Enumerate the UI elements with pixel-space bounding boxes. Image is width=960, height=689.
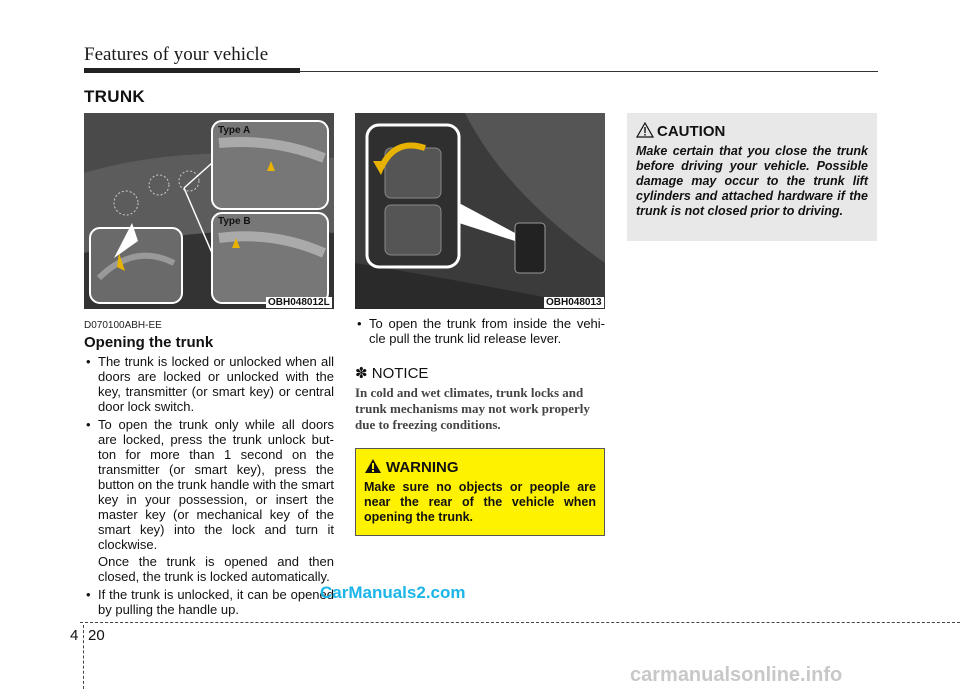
list-item: • If the trunk is unlocked, it can be opened by pulling the handle up. — [84, 587, 334, 617]
caution-box — [627, 113, 877, 241]
watermark-top: CarManuals2.com — [320, 583, 466, 602]
figure-code-left: OBH048012L — [268, 297, 330, 308]
figure-code-middle: OBH048013 — [546, 297, 602, 308]
warning-box — [355, 448, 605, 536]
bullet-continuation: Once the trunk is opened and then closed, the trunk is locked automatically. — [98, 554, 334, 584]
middle-bullet-list — [355, 316, 605, 346]
list-item: • To open the trunk from inside the vehi-cle pull the trunk lid release lever. — [355, 316, 605, 346]
caution-title: CAUTION — [657, 123, 726, 140]
footer-divider — [83, 625, 84, 689]
figure-label-type-b: Type B — [218, 216, 251, 227]
caution-body: Make certain that you close the trunk before driving your vehicle. Possible damage may occur to the trunk lift cylinders and attached hardware if the trunk is not closed prior to driving. — [636, 144, 868, 218]
list-item: • To open the trunk only while all doors are locked, press the trunk unlock but-ton for more than 1 second on the transmitter (or smart key), press the button on the trunk handle with the smart key in your possession, or insert the master key (or mechanical key of the smart key) into the lock and turn it clockwise. — [84, 417, 334, 552]
middle-column-body — [355, 316, 605, 349]
list-item: • The trunk is locked or unlocked when all doors are locked or unlocked with the key, transmitter (or smart key) or central door lock switch. — [84, 354, 334, 414]
left-column-body — [84, 354, 334, 620]
notice-body: In cold and wet climates, trunk locks and trunk mechanisms may not work properly due to freezing conditions. — [355, 385, 590, 432]
warning-title: WARNING — [386, 459, 459, 476]
trunk-exterior-illustration — [84, 113, 334, 309]
watermark-bottom: carmanualsonline.info — [630, 664, 843, 686]
subsection-heading: Opening the trunk — [84, 334, 214, 351]
chapter-number: 4 — [70, 627, 79, 644]
header-rule-thin — [300, 71, 878, 72]
reference-code: D070100ABH-EE — [84, 320, 162, 331]
caution-triangle-icon — [636, 122, 654, 138]
door-panel-photo — [355, 113, 605, 309]
footer-rule — [80, 622, 960, 623]
left-bullet-list — [84, 354, 334, 552]
page-number: 20 — [88, 627, 105, 644]
page-header-title: Features of your vehicle — [84, 44, 269, 65]
warning-triangle-icon — [364, 458, 382, 474]
door-panel-illustration — [355, 113, 605, 309]
header-rule-thick — [84, 68, 300, 73]
figure-label-type-a: Type A — [218, 125, 251, 136]
notice-title: ✽ NOTICE — [355, 365, 429, 382]
warning-body: Make sure no objects or people are near the rear of the vehicle when opening the trunk. — [364, 480, 596, 524]
trunk-exterior-photo — [84, 113, 334, 309]
section-title: TRUNK — [84, 87, 145, 106]
left-bullet-list-2 — [84, 587, 334, 617]
